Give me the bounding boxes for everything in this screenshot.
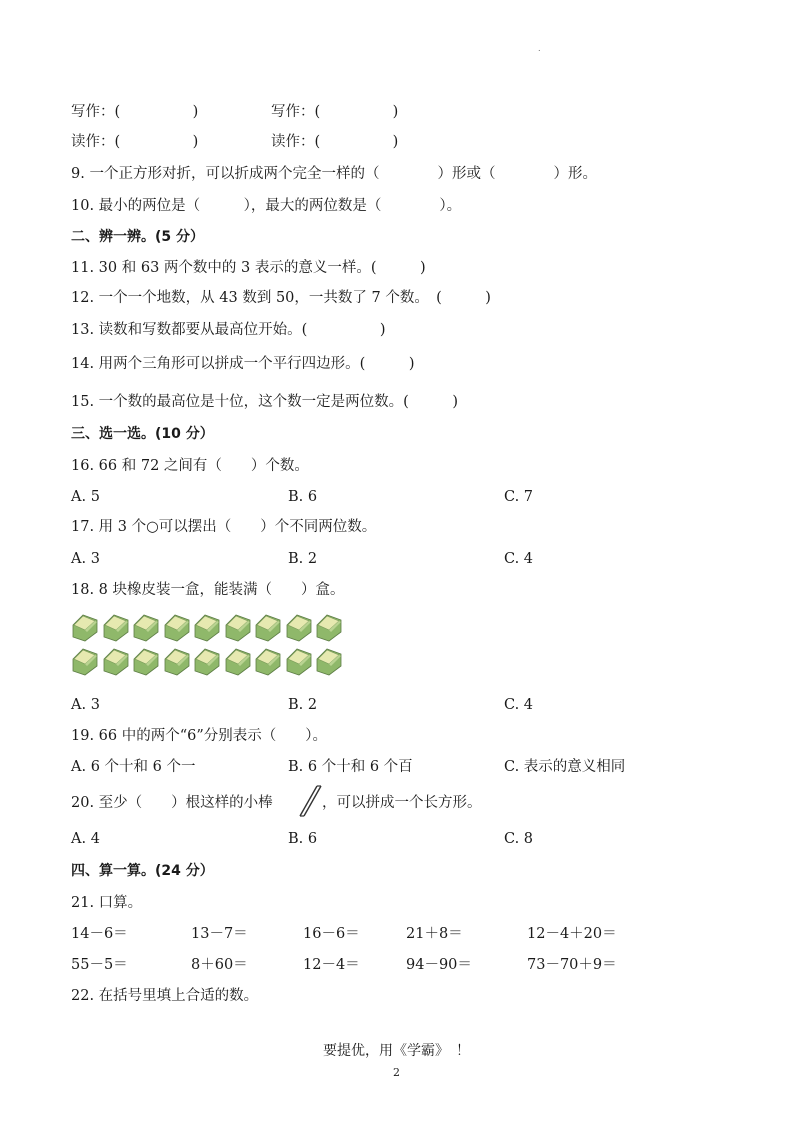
read-blank-2: 读作：( ) (271, 134, 399, 150)
section-4-heading: 四、算一算。(24 分） (71, 863, 214, 879)
q19-option-a: A. 6 个十和 6 个一 (71, 759, 196, 775)
q19-option-c: C. 表示的意义相同 (504, 759, 626, 775)
calc-1-2: 13－7＝ (191, 926, 248, 942)
section-2-heading: 二、辨一辨。(5 分） (71, 229, 205, 245)
eraser-icon (254, 612, 281, 642)
calc-2-1: 55－5＝ (71, 957, 128, 973)
question-16: 16. 66 和 72 之间有（ ）个数。 (71, 458, 309, 474)
q20-option-a: A. 4 (71, 831, 100, 847)
eraser-icon (315, 646, 342, 676)
question-12: 12. 一个一个地数，从 43 数到 50，一共数了 7 个数。 ( ) (71, 290, 491, 306)
question-18: 18. 8 块橡皮装一盒，能装满（ ）盒。 (71, 582, 345, 598)
question-14: 14. 用两个三角形可以拼成一个平行四边形。( ) (71, 356, 415, 372)
eraser-icon (224, 646, 251, 676)
question-17: 17. 用 3 个○可以摆出（ ）个不同两位数。 (71, 519, 377, 535)
eraser-icon (285, 612, 312, 642)
read-blank-1: 读作：( ) (71, 134, 199, 150)
write-blank-2: 写作：( ) (271, 104, 399, 120)
eraser-icon (71, 612, 98, 642)
q20-option-c: C. 8 (504, 831, 534, 847)
q17-option-b: B. 2 (288, 551, 318, 567)
q18-option-a: A. 3 (71, 697, 100, 713)
eraser-icon (193, 646, 220, 676)
eraser-icon (163, 612, 190, 642)
question-10: 10. 最小的两位是（ ），最大的两位数是（ ）。 (71, 198, 462, 214)
question-21: 21. 口算。 (71, 895, 143, 911)
eraser-icon (132, 612, 159, 642)
question-15: 15. 一个数的最高位是十位，这个数一定是两位数。( ) (71, 394, 458, 410)
calc-1-1: 14－6＝ (71, 926, 128, 942)
eraser-icon (71, 646, 98, 676)
calc-2-3: 12－4＝ (303, 957, 360, 973)
eraser-icon (102, 646, 129, 676)
question-19: 19. 66 中的两个“6”分别表示（ ）。 (71, 728, 328, 744)
calc-1-4: 21＋8＝ (406, 926, 463, 942)
question-9: 9. 一个正方形对折，可以折成两个完全一样的（ ）形或（ ）形。 (71, 166, 597, 182)
eraser-icon (102, 612, 129, 642)
eraser-icon (315, 612, 342, 642)
eraser-icon (224, 612, 251, 642)
calc-2-2: 8＋60＝ (191, 957, 248, 973)
q16-option-c: C. 7 (504, 489, 534, 505)
q20-option-b: B. 6 (288, 831, 318, 847)
section-3-heading: 三、选一选。(10 分） (71, 426, 214, 442)
eraser-icon (285, 646, 312, 676)
question-20: 20. 至少（ ）根这样的小棒 (71, 795, 273, 811)
footer-slogan: 要提优，用《学霸》 ！ (323, 1043, 470, 1059)
q18-option-b: B. 2 (288, 697, 318, 713)
calc-2-4: 94－90＝ (406, 957, 472, 973)
calc-2-5: 73－70＋9＝ (527, 957, 617, 973)
q19-option-b: B. 6 个十和 6 个百 (288, 759, 413, 775)
top-mark: . (538, 44, 541, 53)
question-11: 11. 30 和 63 两个数中的 3 表示的意义一样。( ) (71, 260, 426, 276)
eraser-icon (163, 646, 190, 676)
q17-option-c: C. 4 (504, 551, 534, 567)
write-blank-1: 写作：( ) (71, 104, 199, 120)
question-20-tail: ，可以拼成一个长方形。 (322, 795, 482, 811)
calc-1-5: 12－4＋20＝ (527, 926, 617, 942)
calc-1-3: 16－6＝ (303, 926, 360, 942)
q18-option-c: C. 4 (504, 697, 534, 713)
q16-option-a: A. 5 (71, 489, 100, 505)
eraser-icon (132, 646, 159, 676)
q16-option-b: B. 6 (288, 489, 318, 505)
question-13: 13. 读数和写数都要从最高位开始。( ) (71, 322, 386, 338)
question-22: 22. 在括号里填上合适的数。 (71, 988, 259, 1004)
stick-icon (297, 784, 323, 818)
q17-option-a: A. 3 (71, 551, 100, 567)
eraser-icon (254, 646, 281, 676)
eraser-icon (193, 612, 220, 642)
page-number: 2 (393, 1066, 400, 1079)
